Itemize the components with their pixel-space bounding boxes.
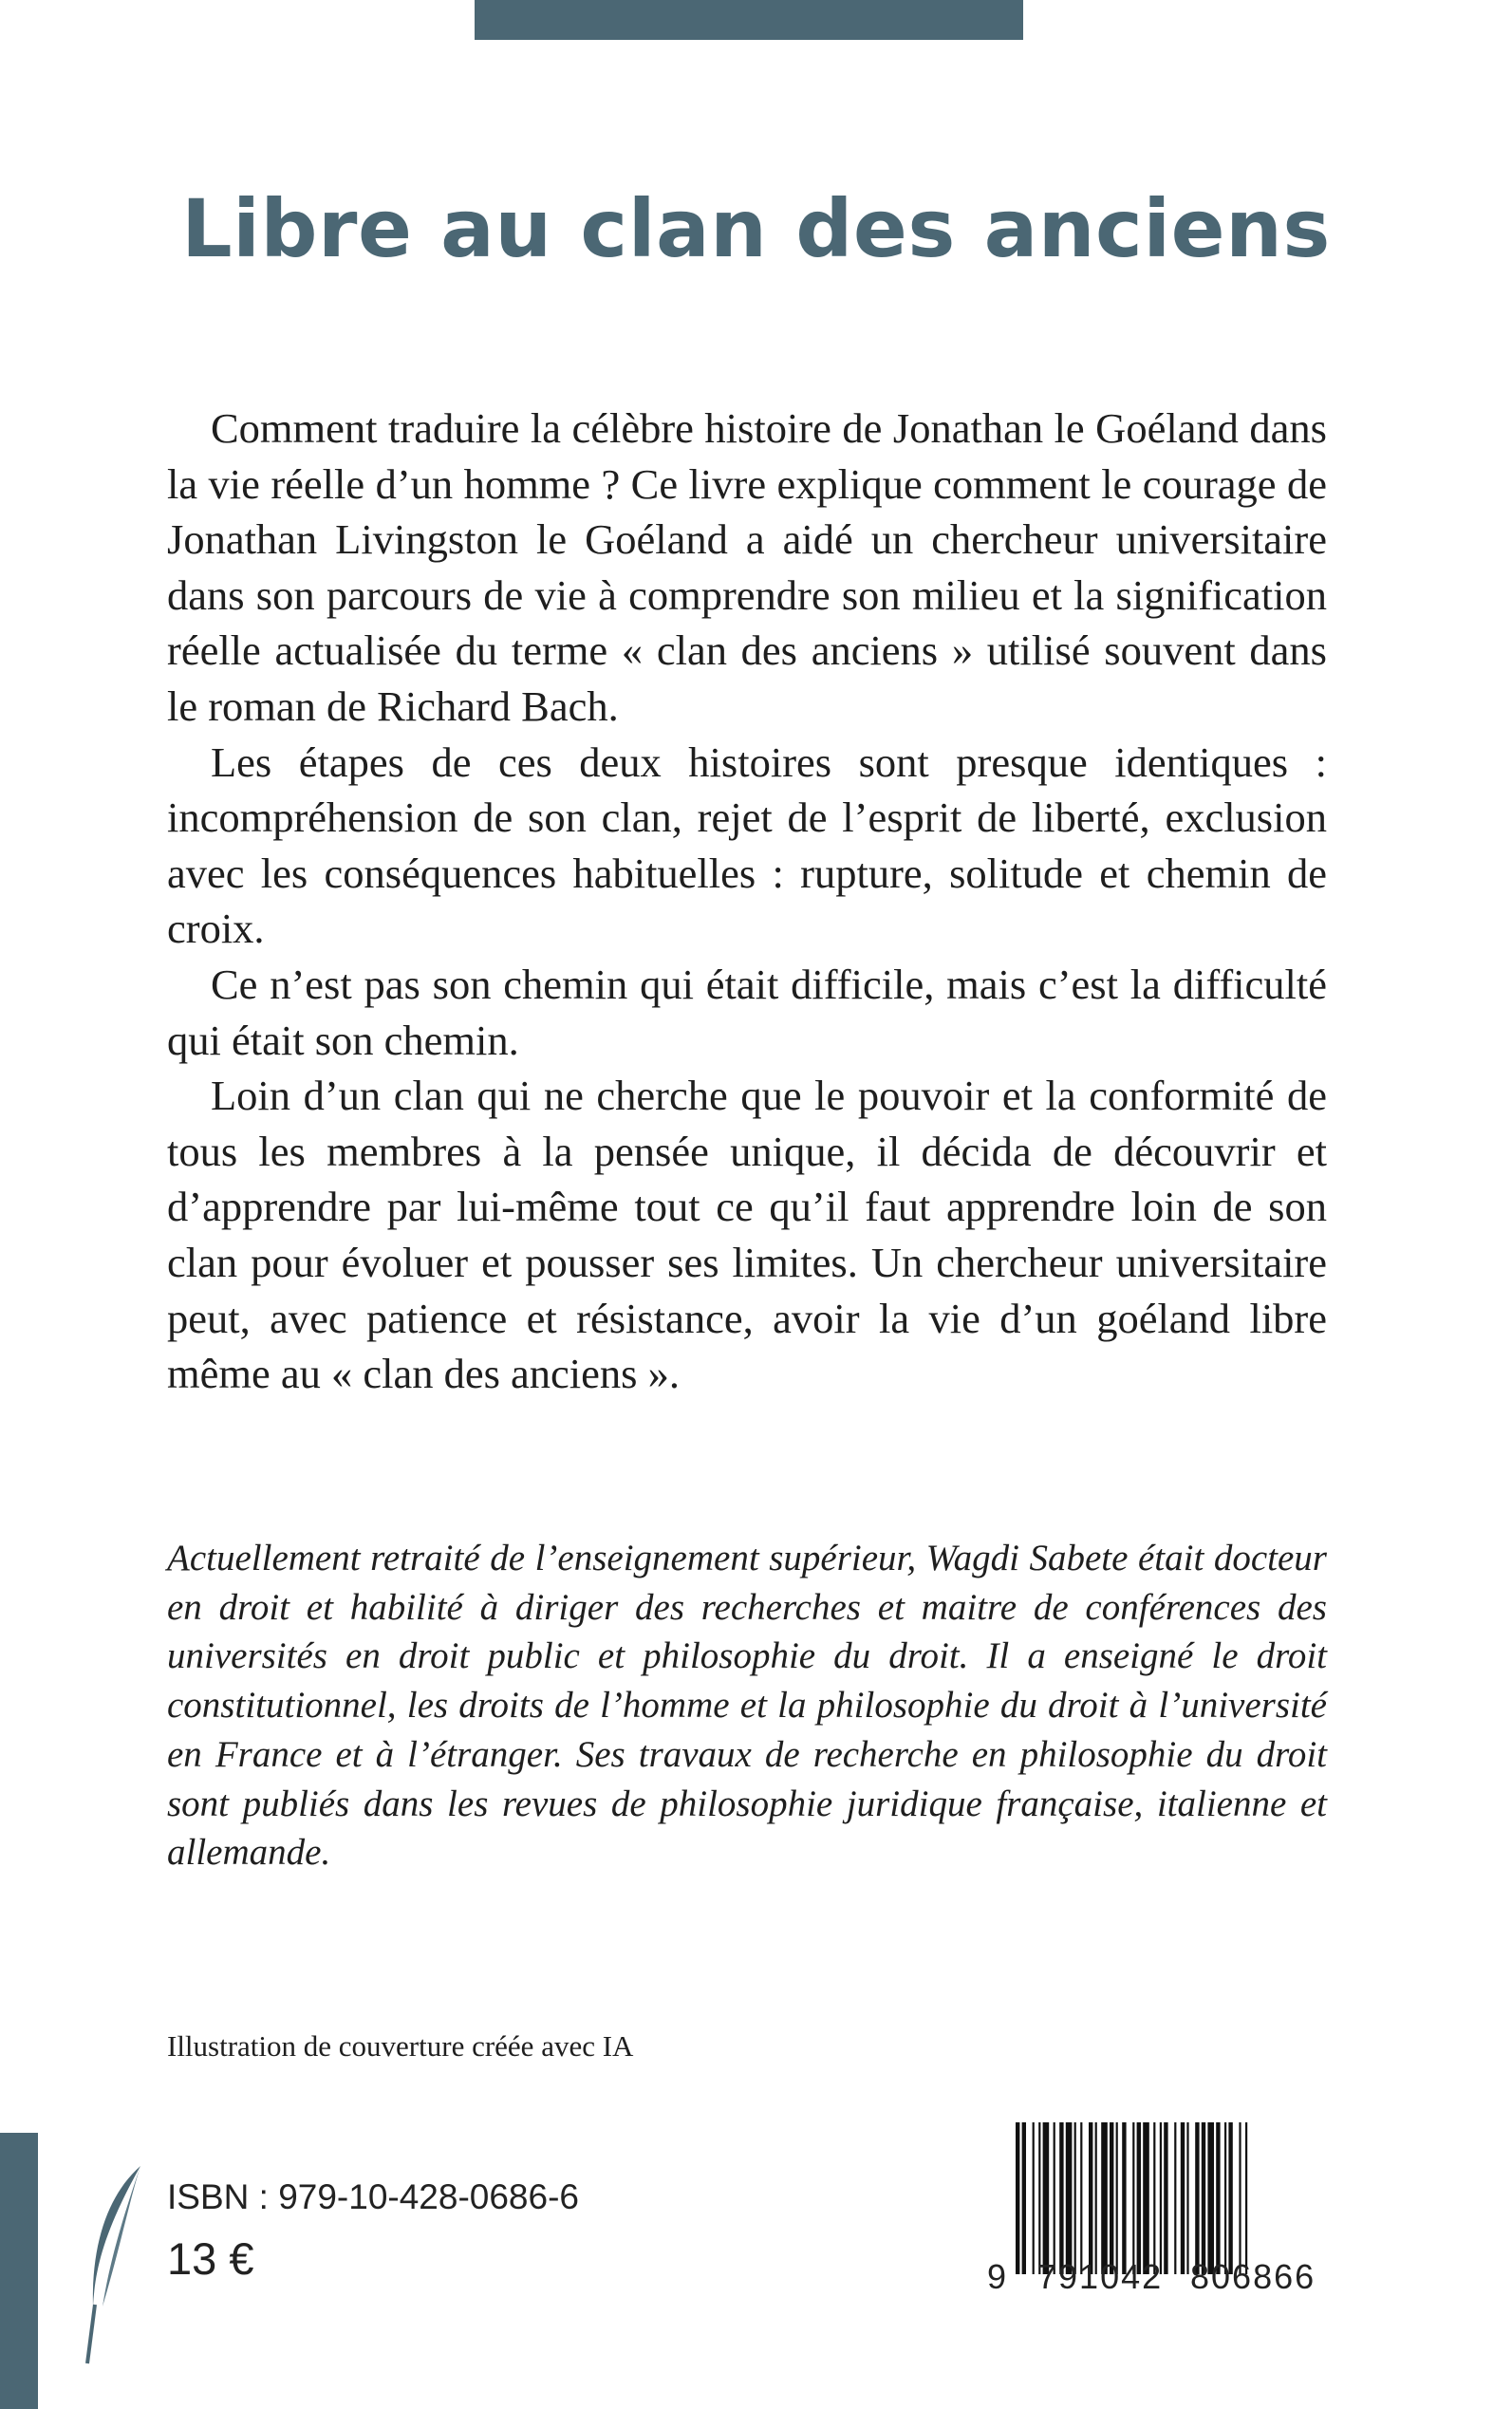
barcode-stripe — [1089, 2122, 1092, 2274]
barcode-stripe — [1137, 2122, 1141, 2274]
barcode-bars — [1016, 2122, 1329, 2274]
barcode-stripe — [1224, 2122, 1226, 2274]
barcode-stripe — [1038, 2122, 1040, 2274]
barcode-stripe — [1164, 2122, 1167, 2274]
barcode-stripe — [1160, 2122, 1162, 2274]
barcode-stripe — [1110, 2122, 1113, 2274]
barcode-stripe — [1016, 2122, 1019, 2274]
summary-paragraph: Comment traduire la célèbre histoire de Jonathan le Goéland dans la vie réelle d’un homme ? Ce livre explique comment le courage de Jonathan Livingston le Goéland a aidé un chercheur universitaire dans son parcours de vie à comprendre son milieu et la signification réelle actualisée du terme « clan des anciens » utilisé souvent dans le roman de Richard Bach. — [167, 404, 1327, 730]
feather-icon — [82, 2164, 148, 2365]
author-bio: Actuellement retraité de l’enseignement supérieur, Wagdi Sabete était docteur en droit et habilité à diriger des recherches et maitre de conférences des universités en droit public et philosophie du droit. Il a enseigné le droit constitutionnel, les droits de l’homme et la philosophie du droit à l’université en France et à l’étranger. Ses travaux de recherche en philosophie du droit sont publiés dans les revues de philosophie juridique française, italienne et allemande. — [167, 1538, 1327, 1874]
barcode-stripe — [1195, 2122, 1199, 2274]
top-accent-bar — [475, 0, 1023, 40]
cover-credit: Illustration de couverture créée avec IA — [167, 2029, 634, 2063]
summary-paragraph: Les étapes de ces deux histoires sont presque identiques : incompréhension de son clan, rejet de l’esprit de liberté, exclusion avec les conséquences habituelles : rupture, solitude et chemin de croix. — [167, 738, 1327, 953]
barcode-lead-digit: 9 — [987, 2257, 1007, 2296]
side-accent-bar — [0, 2133, 38, 2409]
barcode-stripe — [1181, 2122, 1185, 2274]
barcode-stripe — [1116, 2122, 1118, 2274]
barcode-stripe — [1202, 2122, 1205, 2274]
barcode-stripe — [1022, 2122, 1026, 2274]
barcode-stripe — [1054, 2122, 1055, 2274]
barcode-stripe — [1143, 2122, 1149, 2274]
barcode-stripe — [1132, 2122, 1134, 2274]
summary-paragraph: Ce n’est pas son chemin qui était difficile, mais c’est la difficulté qui était son chemin. — [167, 960, 1327, 1064]
barcode-stripe — [1095, 2122, 1097, 2274]
barcode-stripe — [1080, 2122, 1082, 2274]
book-summary — [167, 401, 1327, 1402]
barcode-left-group: 791042 — [1037, 2257, 1164, 2296]
barcode-stripe — [1122, 2122, 1126, 2274]
barcode-stripe — [1228, 2122, 1232, 2274]
barcode-stripe — [1216, 2122, 1220, 2274]
price-label: 13 € — [167, 2233, 254, 2284]
barcode-stripe — [1033, 2122, 1035, 2274]
barcode-stripe — [1174, 2122, 1176, 2274]
barcode-stripe — [1059, 2122, 1063, 2274]
summary-paragraph: Loin d’un clan qui ne cherche que le pouvoir et la conformité de tous les membres à la pensée unique, il décida de découvrir et d’apprendre par lui-même tout ce qu’il faut apprendre loin de son clan pour évoluer et pousser ses limites. Un chercheur universitaire peut, avec patience et résistance, avoir la vie d’un goéland libre même au « clan des anciens ». — [167, 1072, 1327, 1398]
isbn-label: ISBN : 979-10-428-0686-6 — [167, 2177, 579, 2216]
barcode-stripe — [1066, 2122, 1073, 2274]
barcode-stripe — [1239, 2122, 1241, 2274]
barcode-stripe — [1043, 2122, 1050, 2274]
barcode-stripe — [1245, 2122, 1247, 2274]
barcode-stripe — [1074, 2122, 1076, 2274]
barcode-stripe — [1101, 2122, 1108, 2274]
barcode-right-group: 806866 — [1190, 2257, 1316, 2296]
barcode-stripe — [1207, 2122, 1214, 2274]
barcode-stripe — [1153, 2122, 1155, 2274]
barcode-stripe — [1186, 2122, 1188, 2274]
book-title: Libre au clan des anciens — [181, 182, 1331, 275]
